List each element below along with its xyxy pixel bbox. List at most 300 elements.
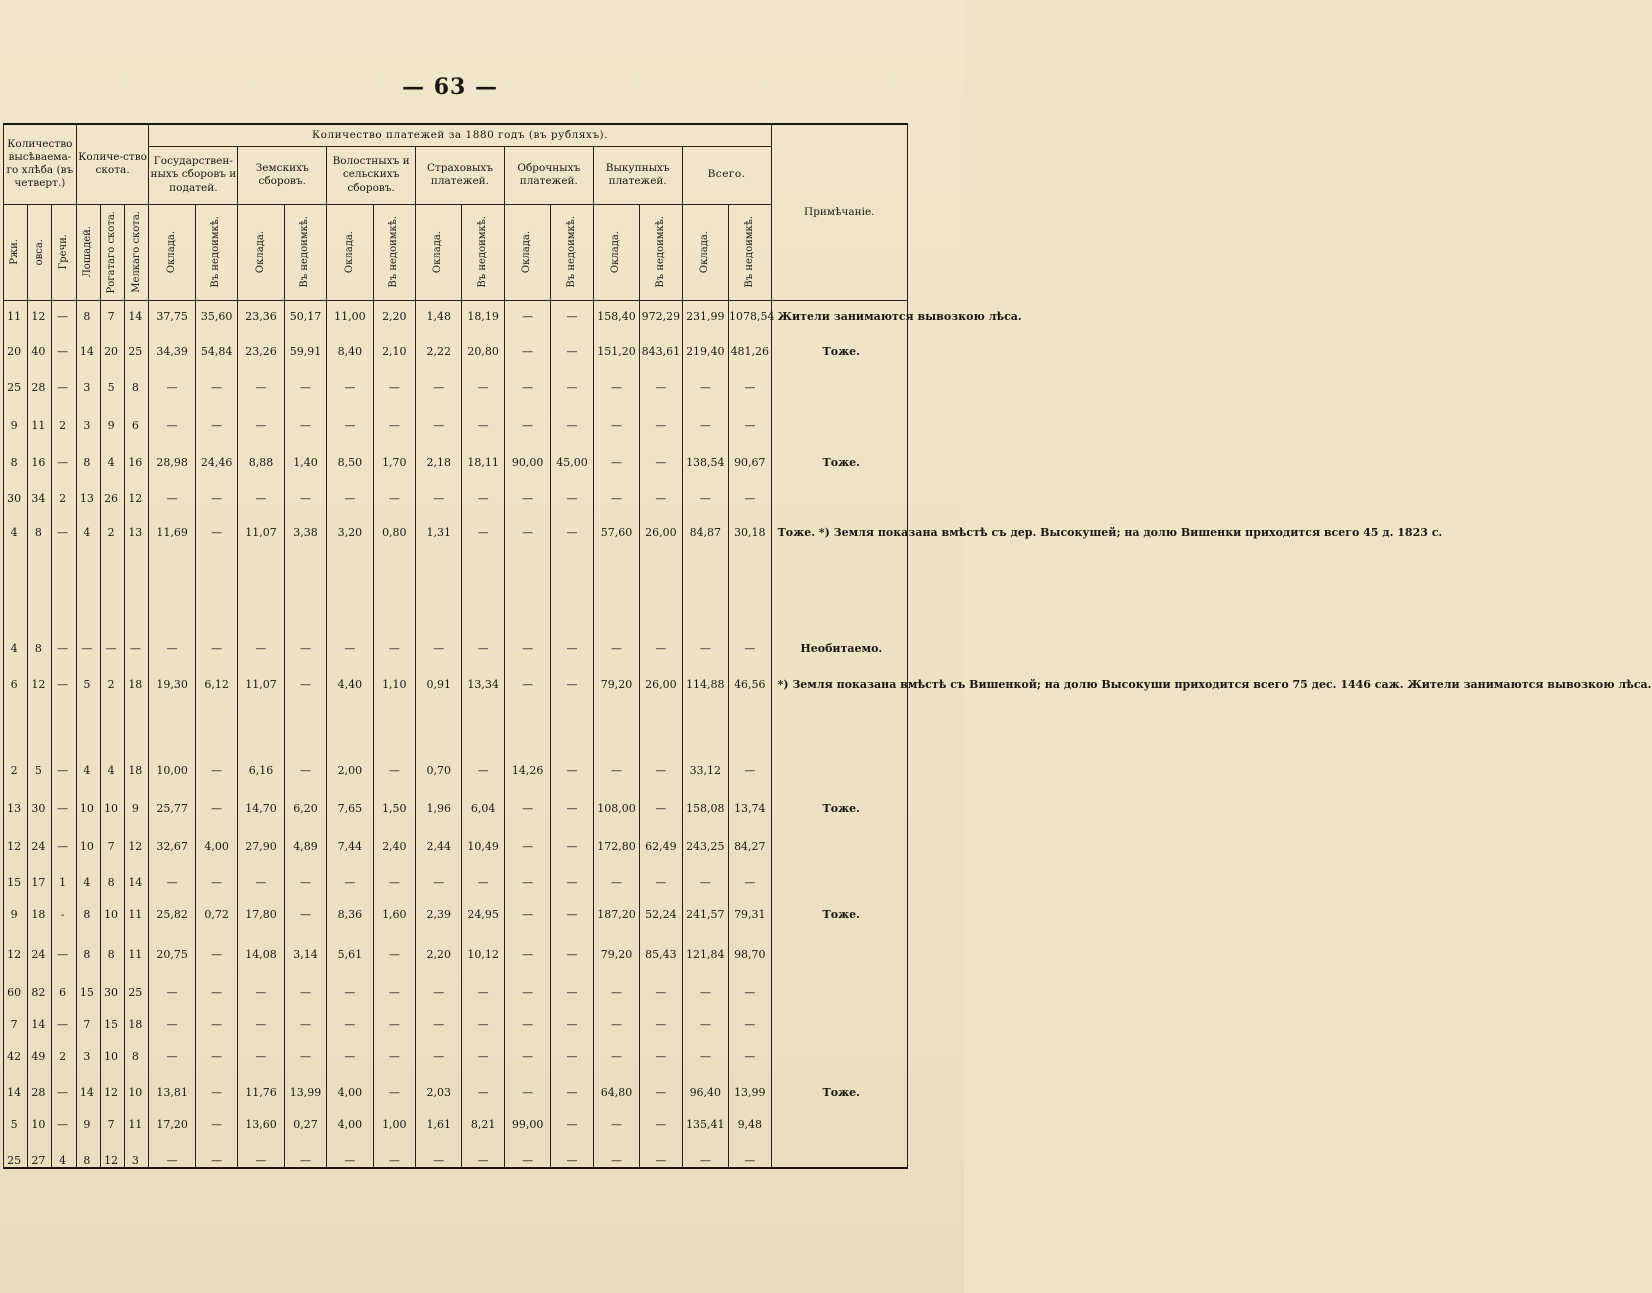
table-cell: 19,30 bbox=[149, 669, 195, 755]
table-cell: 28,98 bbox=[149, 447, 195, 483]
note-cell: Тоже. bbox=[771, 899, 907, 939]
table-cell: 9,48 bbox=[729, 1109, 772, 1145]
table-cell: 8,50 bbox=[327, 447, 373, 483]
table-cell: — bbox=[149, 977, 195, 1009]
table-cell: 7 bbox=[100, 831, 124, 867]
table-cell: 11 bbox=[125, 1109, 149, 1145]
table-cell: 14 bbox=[76, 1077, 100, 1109]
table-cell: — bbox=[284, 1145, 326, 1168]
table-cell: — bbox=[195, 1041, 237, 1077]
table-cell: — bbox=[504, 633, 550, 669]
table-cell: 4 bbox=[76, 517, 100, 633]
table-cell: 2,00 bbox=[327, 755, 373, 793]
table-cell: 25,82 bbox=[149, 899, 195, 939]
table-cell: 10 bbox=[125, 1077, 149, 1109]
table-cell: — bbox=[682, 483, 728, 517]
table-cell: — bbox=[504, 793, 550, 831]
table-cell: — bbox=[327, 867, 373, 899]
table-cell: 35,60 bbox=[195, 300, 237, 336]
table-cell: 0,72 bbox=[195, 899, 237, 939]
table-cell: 13,60 bbox=[238, 1109, 284, 1145]
table-cell: 1 bbox=[52, 867, 76, 899]
table-cell: 1,31 bbox=[416, 517, 462, 633]
table-cell: 5,61 bbox=[327, 939, 373, 977]
table-cell: — bbox=[462, 1009, 504, 1041]
table-cell: 10 bbox=[100, 793, 124, 831]
table-cell: — bbox=[551, 300, 593, 336]
table-cell: — bbox=[52, 1009, 76, 1041]
table-cell: 9 bbox=[76, 1109, 100, 1145]
table-cell: — bbox=[640, 755, 682, 793]
table-cell: 8 bbox=[28, 517, 52, 633]
table-cell: — bbox=[149, 1145, 195, 1168]
table-cell: — bbox=[462, 977, 504, 1009]
table-cell: — bbox=[640, 977, 682, 1009]
table-cell: 23,26 bbox=[238, 336, 284, 372]
table-cell: 0,27 bbox=[284, 1109, 326, 1145]
table-cell: — bbox=[504, 300, 550, 336]
table-cell: 4 bbox=[4, 517, 28, 633]
table-cell: 6 bbox=[125, 410, 149, 447]
table-cell: 0,80 bbox=[373, 517, 415, 633]
note-cell bbox=[771, 1109, 907, 1145]
col-okl-header: Оклада. bbox=[238, 204, 284, 300]
table-cell: 8 bbox=[76, 899, 100, 939]
table-cell: 1,60 bbox=[373, 899, 415, 939]
table-cell: — bbox=[238, 410, 284, 447]
table-cell: — bbox=[504, 483, 550, 517]
table-cell: — bbox=[195, 977, 237, 1009]
table-cell: 13,81 bbox=[149, 1077, 195, 1109]
table-cell: — bbox=[416, 633, 462, 669]
table-cell: 11,07 bbox=[238, 517, 284, 633]
table-cell: — bbox=[504, 336, 550, 372]
table-cell: 2,18 bbox=[416, 447, 462, 483]
table-cell: — bbox=[284, 755, 326, 793]
table-cell: 8 bbox=[76, 1145, 100, 1168]
table-cell: 25 bbox=[125, 336, 149, 372]
table-cell: 17,20 bbox=[149, 1109, 195, 1145]
table-row bbox=[4, 372, 908, 410]
table-cell: 90,67 bbox=[729, 447, 772, 483]
table-cell: 7,44 bbox=[327, 831, 373, 867]
table-cell: 11,00 bbox=[327, 300, 373, 336]
table-cell: 79,20 bbox=[593, 669, 639, 755]
table-cell: — bbox=[373, 633, 415, 669]
table-cell: 7 bbox=[100, 300, 124, 336]
table-cell: 5 bbox=[28, 755, 52, 793]
col-ned-header: Въ недоимкѣ. bbox=[462, 204, 504, 300]
table-cell: 25,77 bbox=[149, 793, 195, 831]
table-cell: 8 bbox=[28, 633, 52, 669]
col-small-stock-header: Мелкаго скота. bbox=[125, 204, 149, 300]
table-cell: — bbox=[416, 372, 462, 410]
table-cell: 30 bbox=[28, 793, 52, 831]
table-cell: 6,16 bbox=[238, 755, 284, 793]
table-cell: 59,91 bbox=[284, 336, 326, 372]
table-cell: 6 bbox=[4, 669, 28, 755]
table-cell: — bbox=[238, 1009, 284, 1041]
table-cell: — bbox=[640, 1009, 682, 1041]
table-cell: 20,75 bbox=[149, 939, 195, 977]
table-cell: 0,91 bbox=[416, 669, 462, 755]
table-row bbox=[4, 447, 908, 483]
table-cell: — bbox=[195, 372, 237, 410]
table-cell: 18 bbox=[125, 1009, 149, 1041]
table-cell: — bbox=[462, 1145, 504, 1168]
table-cell: 10 bbox=[100, 1041, 124, 1077]
table-cell: 158,08 bbox=[682, 793, 728, 831]
table-cell: — bbox=[416, 410, 462, 447]
table-cell: — bbox=[682, 867, 728, 899]
grain-header: Количество высѣваема-го хлѣба (въ четверт.) bbox=[4, 124, 77, 204]
table-cell: — bbox=[195, 410, 237, 447]
table-cell: — bbox=[462, 755, 504, 793]
table-cell: 9 bbox=[100, 410, 124, 447]
table-cell: — bbox=[373, 372, 415, 410]
table-cell: — bbox=[373, 1077, 415, 1109]
table-cell: — bbox=[729, 1041, 772, 1077]
table-cell: 27,90 bbox=[238, 831, 284, 867]
table-cell: — bbox=[373, 755, 415, 793]
table-cell: — bbox=[327, 483, 373, 517]
table-cell: 1,61 bbox=[416, 1109, 462, 1145]
table-cell: — bbox=[551, 517, 593, 633]
table-cell: 1,50 bbox=[373, 793, 415, 831]
table-cell: — bbox=[682, 1145, 728, 1168]
table-cell: — bbox=[52, 372, 76, 410]
col-oats-header: овса. bbox=[28, 204, 52, 300]
table-cell: — bbox=[551, 1077, 593, 1109]
page-number: — 63 — bbox=[402, 74, 498, 100]
col-cattle-header: Рогатаго скота. bbox=[100, 204, 124, 300]
table-cell: — bbox=[416, 1145, 462, 1168]
table-cell: 24 bbox=[28, 939, 52, 977]
table-row bbox=[4, 939, 908, 977]
table-cell: 4,40 bbox=[327, 669, 373, 755]
col-ned-header: Въ недоимкѣ. bbox=[729, 204, 772, 300]
table-cell: — bbox=[195, 1109, 237, 1145]
payments-header: Количество платежей за 1880 годъ (въ рубляхъ). bbox=[149, 124, 771, 146]
table-cell: 49 bbox=[28, 1041, 52, 1077]
table-cell: 3,14 bbox=[284, 939, 326, 977]
table-cell: — bbox=[52, 939, 76, 977]
table-cell: 12 bbox=[125, 483, 149, 517]
note-cell bbox=[771, 867, 907, 899]
table-cell: — bbox=[551, 977, 593, 1009]
table-cell: 30 bbox=[100, 977, 124, 1009]
note-header: Примѣчаніе. bbox=[771, 124, 907, 300]
note-cell bbox=[771, 831, 907, 867]
table-cell: — bbox=[504, 669, 550, 755]
note-cell bbox=[771, 755, 907, 793]
table-cell: — bbox=[593, 1041, 639, 1077]
table-row bbox=[4, 410, 908, 447]
table-cell: — bbox=[640, 633, 682, 669]
note-cell bbox=[771, 977, 907, 1009]
table-row bbox=[4, 633, 908, 669]
table-cell: 14 bbox=[125, 867, 149, 899]
table-cell: 219,40 bbox=[682, 336, 728, 372]
note-cell bbox=[771, 1009, 907, 1041]
table-cell: 12 bbox=[4, 939, 28, 977]
table-cell: 8 bbox=[100, 867, 124, 899]
table-cell: — bbox=[52, 517, 76, 633]
table-cell: — bbox=[284, 867, 326, 899]
table-cell: 28 bbox=[28, 1077, 52, 1109]
table-cell: 14,26 bbox=[504, 755, 550, 793]
table-cell: — bbox=[729, 1009, 772, 1041]
table-cell: 8 bbox=[125, 1041, 149, 1077]
note-cell: Необитаемо. bbox=[771, 633, 907, 669]
table-cell: 8 bbox=[76, 300, 100, 336]
table-cell: 11 bbox=[28, 410, 52, 447]
table-cell: 1,70 bbox=[373, 447, 415, 483]
table-cell: 90,00 bbox=[504, 447, 550, 483]
table-cell: 10,12 bbox=[462, 939, 504, 977]
table-row bbox=[4, 793, 908, 831]
table-cell: 32,67 bbox=[149, 831, 195, 867]
table-cell: — bbox=[125, 633, 149, 669]
table-cell: — bbox=[640, 483, 682, 517]
table-cell: — bbox=[593, 447, 639, 483]
table-cell: — bbox=[504, 372, 550, 410]
table-cell: 18 bbox=[125, 669, 149, 755]
table-cell: 2,40 bbox=[373, 831, 415, 867]
table-cell: 14,08 bbox=[238, 939, 284, 977]
table-cell: 241,57 bbox=[682, 899, 728, 939]
table-cell: 10,49 bbox=[462, 831, 504, 867]
table-cell: 1078,54 bbox=[729, 300, 772, 336]
table-cell: 8 bbox=[4, 447, 28, 483]
table-cell: 18,19 bbox=[462, 300, 504, 336]
table-cell: — bbox=[238, 633, 284, 669]
table-cell: 5 bbox=[4, 1109, 28, 1145]
table-cell: 4,00 bbox=[327, 1109, 373, 1145]
table-cell: 0,70 bbox=[416, 755, 462, 793]
table-row bbox=[4, 831, 908, 867]
table-cell: 13,99 bbox=[729, 1077, 772, 1109]
table-cell: — bbox=[640, 1077, 682, 1109]
table-cell: — bbox=[729, 372, 772, 410]
table-cell: 98,70 bbox=[729, 939, 772, 977]
table-cell: — bbox=[729, 1145, 772, 1168]
table-cell: 6,04 bbox=[462, 793, 504, 831]
table-cell: 4 bbox=[52, 1145, 76, 1168]
table-header bbox=[4, 124, 908, 300]
table-cell: 2 bbox=[100, 517, 124, 633]
table-cell: — bbox=[593, 483, 639, 517]
col-okl-header: Оклада. bbox=[504, 204, 550, 300]
table-cell: — bbox=[416, 977, 462, 1009]
table-cell: — bbox=[149, 1009, 195, 1041]
note-cell: Тоже. *) Земля показана вмѣстѣ съ дер. Высокушей; на долю Вишенки приходится всего 45 д. 1823 с. bbox=[771, 517, 907, 633]
table-cell: 24,95 bbox=[462, 899, 504, 939]
table-cell: 10 bbox=[76, 831, 100, 867]
table-cell: — bbox=[416, 483, 462, 517]
table-cell: — bbox=[52, 300, 76, 336]
col-okl-header: Оклада. bbox=[682, 204, 728, 300]
table-cell: 14,70 bbox=[238, 793, 284, 831]
table-row bbox=[4, 336, 908, 372]
table-cell: 1,40 bbox=[284, 447, 326, 483]
table-cell: 7 bbox=[100, 1109, 124, 1145]
table-cell: 99,00 bbox=[504, 1109, 550, 1145]
table-cell: — bbox=[327, 1041, 373, 1077]
table-cell: 4 bbox=[76, 867, 100, 899]
table-cell: 24,46 bbox=[195, 447, 237, 483]
table-cell: — bbox=[504, 867, 550, 899]
table-cell: 1,00 bbox=[373, 1109, 415, 1145]
table-cell: — bbox=[729, 867, 772, 899]
table-cell: 8 bbox=[125, 372, 149, 410]
statistics-table bbox=[3, 123, 1652, 1169]
table-row bbox=[4, 899, 908, 939]
table-cell: — bbox=[284, 1041, 326, 1077]
table-cell: — bbox=[416, 867, 462, 899]
table-cell: — bbox=[416, 1009, 462, 1041]
table-cell: — bbox=[52, 447, 76, 483]
table-row bbox=[4, 669, 908, 755]
table-cell: 2,22 bbox=[416, 336, 462, 372]
table-cell: 4,00 bbox=[327, 1077, 373, 1109]
table-cell: — bbox=[238, 977, 284, 1009]
table-cell: — bbox=[100, 633, 124, 669]
table-cell: 2 bbox=[100, 669, 124, 755]
table-cell: 28 bbox=[28, 372, 52, 410]
table-cell: — bbox=[682, 1009, 728, 1041]
table-cell: — bbox=[52, 831, 76, 867]
table-cell: — bbox=[551, 755, 593, 793]
table-cell: 8,21 bbox=[462, 1109, 504, 1145]
table-cell: 57,60 bbox=[593, 517, 639, 633]
table-cell: 1,48 bbox=[416, 300, 462, 336]
table-cell: 24 bbox=[28, 831, 52, 867]
table-cell: — bbox=[551, 336, 593, 372]
table-cell: 4 bbox=[100, 755, 124, 793]
table-cell: 79,20 bbox=[593, 939, 639, 977]
table-cell: — bbox=[52, 793, 76, 831]
table-cell: 52,24 bbox=[640, 899, 682, 939]
table-cell: 5 bbox=[76, 669, 100, 755]
table-cell: — bbox=[373, 1145, 415, 1168]
table-cell: 6,12 bbox=[195, 669, 237, 755]
group-state-header: Государствен-ныхъ сборовъ и податей. bbox=[149, 146, 238, 204]
note-cell bbox=[771, 1041, 907, 1077]
table-cell: 82 bbox=[28, 977, 52, 1009]
table-row bbox=[4, 1009, 908, 1041]
table-cell: 4,89 bbox=[284, 831, 326, 867]
note-cell bbox=[771, 939, 907, 977]
table-row bbox=[4, 1077, 908, 1109]
table-cell: 481,26 bbox=[729, 336, 772, 372]
table-cell: — bbox=[729, 633, 772, 669]
table-cell: — bbox=[551, 410, 593, 447]
table-cell: 114,88 bbox=[682, 669, 728, 755]
table-cell: 158,40 bbox=[593, 300, 639, 336]
table-cell: — bbox=[149, 372, 195, 410]
table-cell: 9 bbox=[4, 899, 28, 939]
table-cell: — bbox=[551, 939, 593, 977]
table-cell: — bbox=[640, 447, 682, 483]
table-cell: 4,00 bbox=[195, 831, 237, 867]
table-cell: — bbox=[551, 899, 593, 939]
note-cell bbox=[771, 1145, 907, 1168]
table-cell: 25 bbox=[4, 1145, 28, 1168]
table-cell: 27 bbox=[28, 1145, 52, 1168]
table-cell: 25 bbox=[125, 977, 149, 1009]
table-body bbox=[4, 300, 1652, 1168]
table-cell: — bbox=[551, 669, 593, 755]
note-cell: Жители занимаются вывозкою лѣса. bbox=[771, 300, 907, 336]
table-cell: 17,80 bbox=[238, 899, 284, 939]
col-okl-header: Оклада. bbox=[149, 204, 195, 300]
table-cell: — bbox=[504, 410, 550, 447]
table-cell: — bbox=[551, 372, 593, 410]
table-cell: 8,36 bbox=[327, 899, 373, 939]
table-cell: — bbox=[462, 867, 504, 899]
table-cell: — bbox=[462, 372, 504, 410]
table-cell: — bbox=[238, 867, 284, 899]
table-cell: — bbox=[682, 1041, 728, 1077]
table-cell: — bbox=[551, 1009, 593, 1041]
table-cell: 10 bbox=[28, 1109, 52, 1145]
table-cell: — bbox=[284, 483, 326, 517]
table-cell: — bbox=[729, 977, 772, 1009]
table-cell: 4 bbox=[100, 447, 124, 483]
table-cell: — bbox=[593, 867, 639, 899]
table-cell: — bbox=[327, 977, 373, 1009]
table-cell: — bbox=[373, 410, 415, 447]
table-cell: 8,88 bbox=[238, 447, 284, 483]
table-cell: 11 bbox=[4, 300, 28, 336]
table-cell: — bbox=[284, 410, 326, 447]
table-cell: — bbox=[195, 517, 237, 633]
table-cell: — bbox=[682, 410, 728, 447]
table-cell: 18 bbox=[28, 899, 52, 939]
table-cell: — bbox=[462, 483, 504, 517]
table-cell: 16 bbox=[28, 447, 52, 483]
table-row bbox=[4, 755, 908, 793]
table-cell: 231,99 bbox=[682, 300, 728, 336]
col-rye-header: Ржи. bbox=[4, 204, 28, 300]
table-cell: 7 bbox=[76, 1009, 100, 1041]
table-cell: — bbox=[593, 1109, 639, 1145]
table-cell: — bbox=[462, 1041, 504, 1077]
table-cell: — bbox=[640, 1145, 682, 1168]
table-cell: — bbox=[551, 633, 593, 669]
table-cell: — bbox=[682, 372, 728, 410]
table-cell: 20 bbox=[100, 336, 124, 372]
table-cell: 172,80 bbox=[593, 831, 639, 867]
table-cell: 1,96 bbox=[416, 793, 462, 831]
table-cell: 972,29 bbox=[640, 300, 682, 336]
table-cell: 12 bbox=[100, 1145, 124, 1168]
note-cell bbox=[771, 483, 907, 517]
table-cell: 15 bbox=[4, 867, 28, 899]
note-cell: *) Земля показана вмѣстѣ съ Вишенкой; на долю Высокуши приходится всего 75 дес. 1446 саж. Жители занимаются вывозкою лѣса. bbox=[771, 669, 907, 755]
table-cell: — bbox=[284, 633, 326, 669]
table-cell: 13 bbox=[125, 517, 149, 633]
table-cell: 3 bbox=[76, 1041, 100, 1077]
col-okl-header: Оклада. bbox=[327, 204, 373, 300]
col-ned-header: Въ недоимкѣ. bbox=[373, 204, 415, 300]
table-cell: — bbox=[373, 977, 415, 1009]
table-cell: — bbox=[52, 1077, 76, 1109]
table-cell: 2 bbox=[52, 1041, 76, 1077]
table-cell: — bbox=[640, 793, 682, 831]
note-cell bbox=[771, 410, 907, 447]
